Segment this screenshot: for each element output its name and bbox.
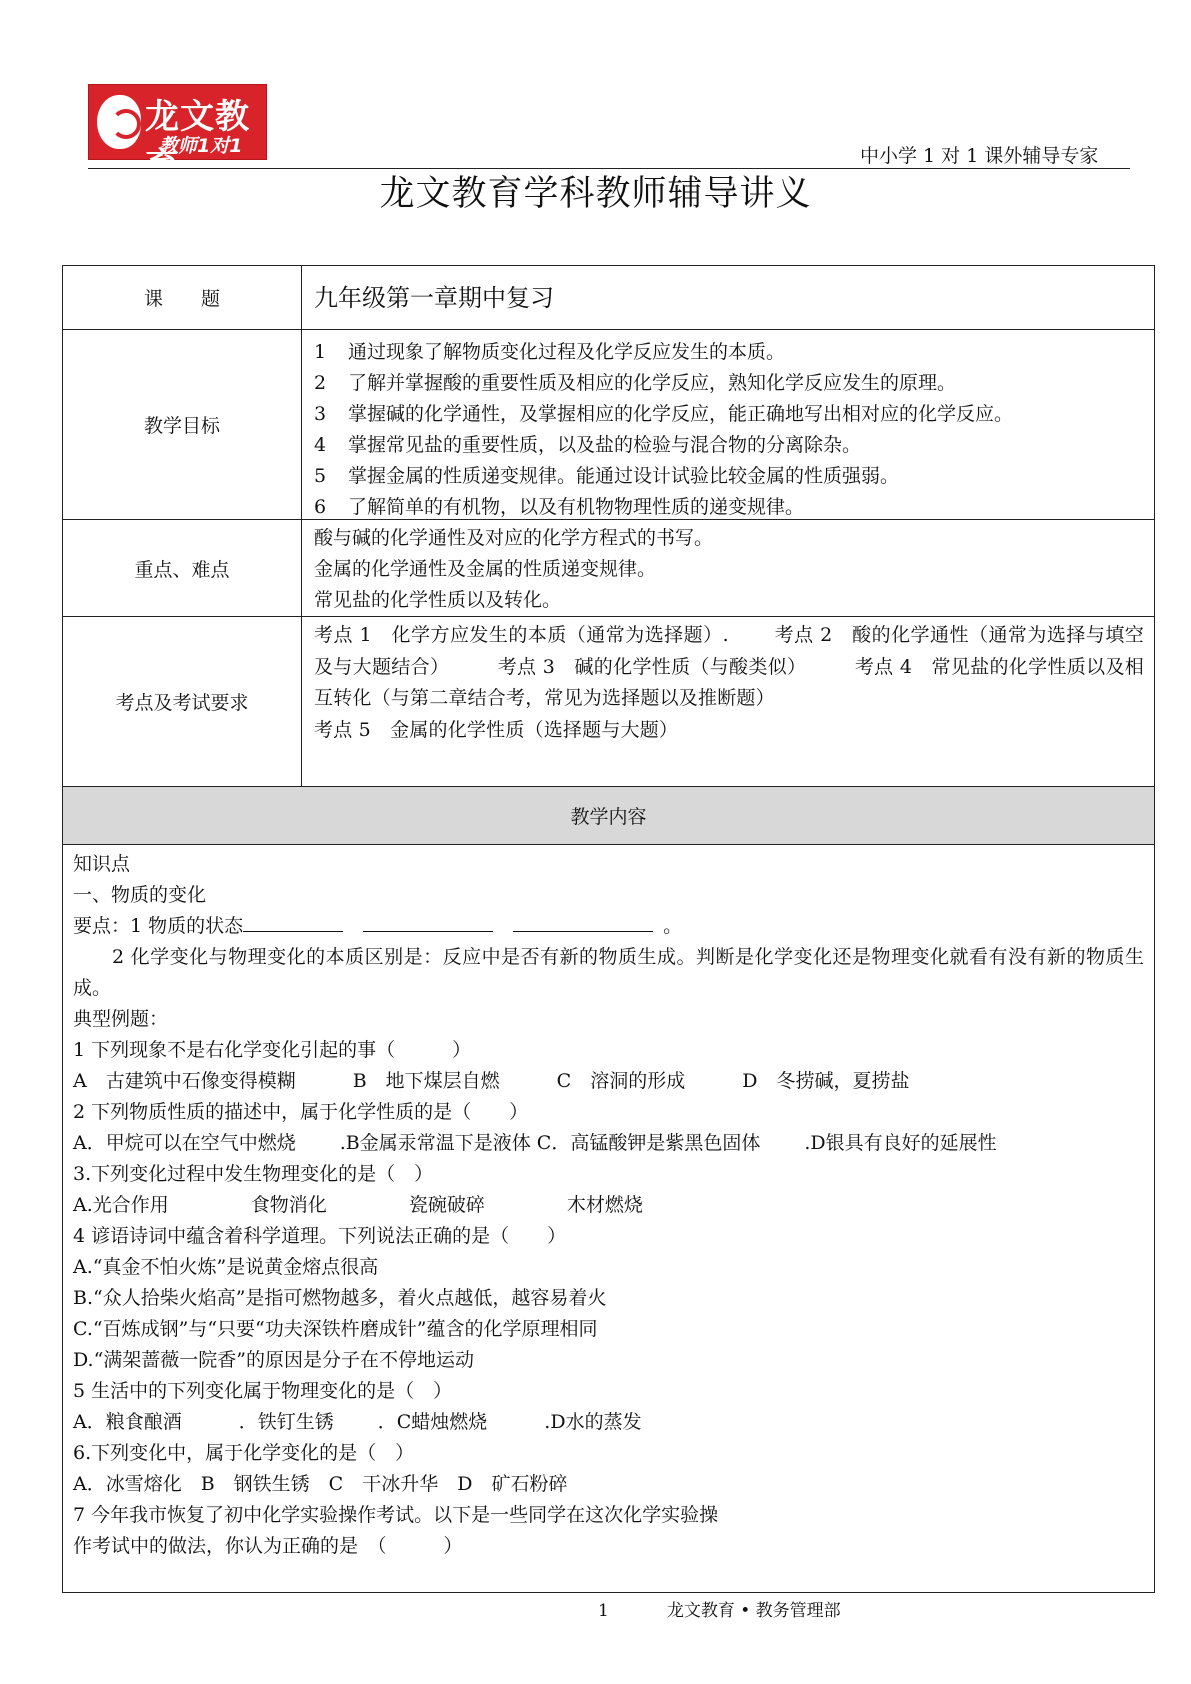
question-options: A．粮食酿酒 ．铁钉生锈 ．C蜡烛燃烧 .D水的蒸发 [73, 1411, 642, 1433]
goal-item: 2 了解并掌握酸的重要性质及相应的化学反应，熟知化学反应发生的原理。 [314, 372, 957, 394]
goal-item: 1 通过现象了解物质变化过程及化学反应发生的本质。 [314, 341, 786, 363]
question-options: A．冰雪熔化 B 钢铁生锈 C 干冰升华 D 矿石粉碎 [73, 1473, 568, 1495]
goal-item: 4 掌握常见盐的重要性质，以及盐的检验与混合物的分离除杂。 [314, 434, 862, 456]
topic-row [63, 266, 1154, 330]
exam-text: 考点 1 化学方应发生的本质（通常为选择题）. 考点 2 酸的化学通性（通常为选择与填空及与大题结合） 考点 3 碱的化学性质（与酸类似） 考点 4 常见盐的化学性质以及相互转化（与第二章结合考，常见为选择题以及推断题） [314, 624, 1144, 709]
goals-list [314, 330, 1144, 526]
exam-content [314, 617, 1144, 789]
question-stem: 1 下列现象不是右化学变化引起的事（ ） [73, 1039, 472, 1061]
question-stem: 4 谚语诗词中蕴含着科学道理。下列说法正确的是（ ） [73, 1225, 567, 1247]
goals-row [63, 330, 1154, 520]
teaching-content-label: 教学内容 [570, 806, 647, 828]
document-title: 龙文教育学科教师辅导讲义 [379, 174, 812, 214]
answer-blank [243, 913, 343, 932]
key-points-label: 重点、难点 [63, 520, 302, 616]
question-stem: 7 今年我市恢复了初中化学实验操作考试。以下是一些同学在这次化学实验操 [73, 1504, 719, 1526]
key-points-list [314, 520, 1144, 619]
key-points-row [63, 520, 1154, 617]
content-paragraph: 2 化学变化与物理变化的本质区别是：反应中是否有新的物质生成。判断是化学变化还是物理变化就看有没有新的物质生成。 [73, 946, 1144, 999]
question-stem: 2 下列物质性质的描述中，属于化学性质的是（ ） [73, 1101, 529, 1123]
answer-blank [513, 913, 653, 932]
exam-text-2: 考点 5 金属的化学性质（选择题与大题） [314, 718, 679, 741]
exam-row [63, 617, 1154, 787]
goals-label: 教学目标 [63, 330, 302, 519]
content-line: 知识点 [73, 853, 131, 875]
question-options: A 古建筑中石像变得模糊 B 地下煤层自燃 C 溶洞的形成 D 冬捞碱，夏捞盐 [73, 1070, 910, 1092]
header-tagline: 中小学 1 对 1 课外辅导专家 [860, 145, 1099, 167]
footer-org: 龙文教育 • 教务管理部 [666, 1601, 841, 1621]
topic-value: 九年级第一章期中复习 [314, 284, 554, 312]
question-stem: 3.下列变化过程中发生物理变化的是（ ） [73, 1163, 434, 1185]
teaching-content-header [63, 787, 1154, 845]
goal-item: 3 掌握碱的化学通性，及掌握相应的化学反应，能正确地写出相对应的化学反应。 [314, 403, 1014, 425]
question-option: D.“满架蔷薇一院香”的原因是分子在不停地运动 [73, 1349, 475, 1371]
logo-subtitle: 教师1对1 [159, 135, 243, 157]
question-option: A.“真金不怕火炼”是说黄金熔点很高 [73, 1256, 379, 1278]
question-stem: 5 生活中的下列变化属于物理变化的是（ ） [73, 1380, 453, 1402]
content-line-blanks: 要点：1 物质的状态 。 [73, 915, 683, 937]
content-line: 一、物质的变化 [73, 884, 207, 906]
question-option: B.“众人拾柴火焰高”是指可燃物越多，着火点越低，越容易着火 [73, 1287, 607, 1309]
topic-label: 课 题 [63, 266, 302, 329]
question-option: C.“百炼成钢”与“只要“功夫深铁杵磨成针”蕴含的化学原理相同 [73, 1318, 598, 1340]
question-stem: 作考试中的做法，你认为正确的是 （ ） [73, 1535, 463, 1557]
goal-item: 5 掌握金属的性质递变规律。能通过设计试验比较金属的性质强弱。 [314, 465, 900, 487]
content-line: 典型例题： [73, 1008, 169, 1030]
logo [88, 84, 267, 186]
logo-name: 龙文教育 [145, 97, 250, 186]
key-point-item: 常见盐的化学性质以及转化。 [314, 589, 562, 611]
lesson-table [62, 265, 1155, 1593]
teaching-content-body [63, 845, 1154, 1592]
key-point-item: 酸与碱的化学通性及对应的化学方程式的书写。 [314, 527, 714, 549]
key-point-item: 金属的化学通性及金属的性质递变规律。 [314, 558, 657, 580]
question-options: A.光合作用 食物消化 瓷碗破碎 木材燃烧 [73, 1194, 643, 1216]
question-options: A．甲烷可以在空气中燃烧 .B金属汞常温下是液体 C．高锰酸钾是紫黑色固体 .D银具有良好的延展性 [73, 1132, 997, 1154]
goal-item: 6 了解简单的有机物，以及有机物物理性质的递变规律。 [314, 496, 805, 518]
exam-label: 考点及考试要求 [63, 617, 302, 786]
page-number: 1 [598, 1601, 609, 1621]
answer-blank [363, 913, 493, 932]
page-footer [598, 1596, 841, 1621]
question-stem: 6.下列变化中，属于化学变化的是（ ） [73, 1442, 415, 1464]
logo-emblem-icon [97, 95, 141, 149]
content-text [73, 849, 1144, 1562]
